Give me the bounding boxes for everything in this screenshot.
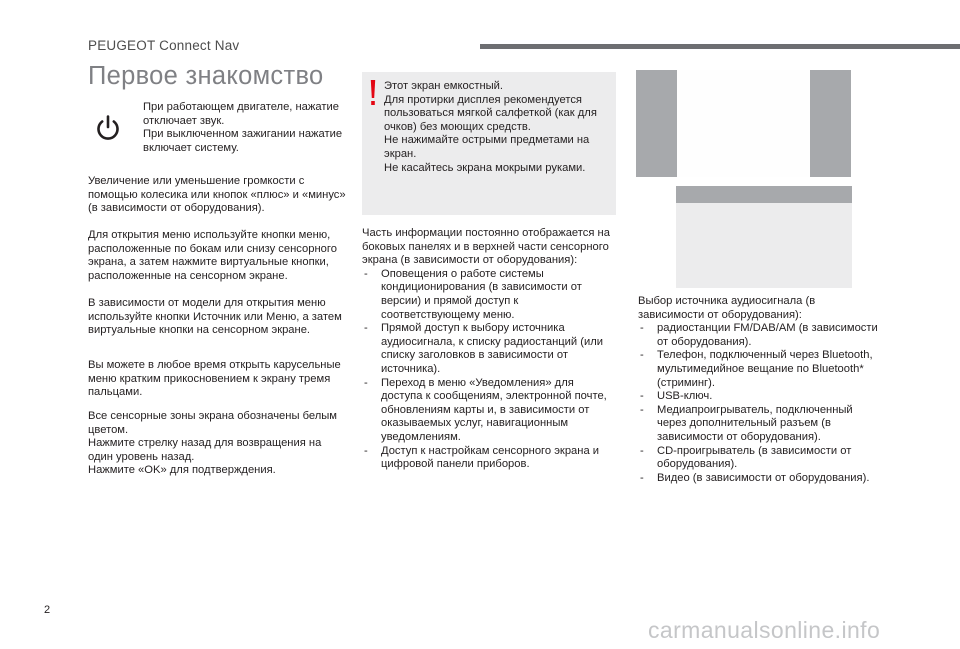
menu-paragraph: Для открытия меню используйте кнопки меню, расположенные по бокам или снизу сенсорного экрана, а затем нажмите виртуальные кнопки, расположенные на сенсорном экране. <box>88 229 337 282</box>
back-arrow-text: Нажмите стрелку назад для возвращения на один уровень назад. <box>88 437 322 463</box>
screen-illustration-top-bar <box>676 186 852 288</box>
screen-body <box>676 203 852 288</box>
carousel-paragraph: Вы можете в любое время открыть карусельные меню кратким прикосновением к экрану тремя пальцами. <box>88 359 341 399</box>
right-panel <box>810 70 851 177</box>
page-title: Первое знакомство <box>88 62 324 90</box>
volume-paragraph: Увеличение или уменьшение громкости с помощью колесика или кнопок «плюс» и «минус» (в зависимости от оборудования). <box>88 175 346 215</box>
list-item: - Переход в меню «Уведомления» для доступа к сообщениям, электронной почте, обновлениям карты и, в зависимости от оказываемых услуг, навигационным уведомлениям. <box>362 377 618 445</box>
list-item: - Прямой доступ к выбору источника аудиосигнала, к списку радиостанций (или списку заголовков в зависимости от источника). <box>362 322 618 376</box>
brand-title: PEUGEOT Connect Nav <box>88 38 240 53</box>
header-bar <box>480 44 960 49</box>
list-item: - радиостанции FM/DAB/AM (в зависимости от оборудования). <box>638 322 878 349</box>
watermark: carmanualsonline.info <box>648 617 881 643</box>
warning-line-sharp: Не нажимайте острыми предметами на экран. <box>384 134 590 160</box>
power-text-off: При выключенном зажигании нажатие включает систему. <box>143 128 343 154</box>
list-item: - USB-ключ. <box>638 390 878 404</box>
warning-line-cleaning: Для протирки дисплея рекомендуется пользоваться мягкой салфеткой (как для очков) без моющих средств. <box>384 93 597 133</box>
touch-zones-text: Все сенсорные зоны экрана обозначены белым цветом. <box>88 410 337 436</box>
list-item: - Видео (в зависимости от оборудования). <box>638 472 878 486</box>
source-intro: Выбор источника аудиосигнала (в зависимости от оборудования): <box>638 295 816 321</box>
list-item: - Медиапроигрыватель, подключенный через дополнительный разъем (в зависимости от оборудования). <box>638 404 878 445</box>
power-text-running: При работающем двигателе, нажатие отключает звук. <box>143 101 339 127</box>
source-list <box>638 322 878 485</box>
warning-line-wet: Не касайтесь экрана мокрыми руками. <box>384 161 586 174</box>
exclamation-icon <box>370 80 376 106</box>
list-item: - Доступ к настройкам сенсорного экрана и цифровой панели приборов. <box>362 445 618 472</box>
list-item: - Оповещения о работе системы кондиционирования (в зависимости от версии) и прямой доступ к соответствующему меню. <box>362 268 618 322</box>
left-panel <box>636 70 677 177</box>
list-item: - Телефон, подключенный через Bluetooth, мультимедийное вещание по Bluetooth* (стриминг). <box>638 349 878 390</box>
list-item: - CD-проигрыватель (в зависимости от оборудования). <box>638 445 878 472</box>
source-section <box>638 295 878 485</box>
model-menu-paragraph: В зависимости от модели для открытия меню используйте кнопки Источник или Меню, а затем виртуальные кнопки на сенсорном экране. <box>88 297 342 337</box>
power-icon <box>93 113 123 143</box>
info-intro: Часть информации постоянно отображается на боковых панелях и в верхней части сенсорного экрана (в зависимости от оборудования): <box>362 227 610 267</box>
info-list <box>362 268 618 472</box>
top-bar <box>676 186 852 203</box>
page-number: 2 <box>44 604 51 616</box>
info-section <box>362 227 618 472</box>
power-description <box>143 101 343 155</box>
screen-illustration-side-panels <box>636 70 851 177</box>
warning-line-capacitive: Этот экран емкостный. <box>384 80 504 92</box>
center-area <box>677 70 810 177</box>
ok-text: Нажмите «OK» для подтверждения. <box>88 464 276 477</box>
warning-text <box>384 80 612 175</box>
touch-zones-block <box>88 410 348 478</box>
